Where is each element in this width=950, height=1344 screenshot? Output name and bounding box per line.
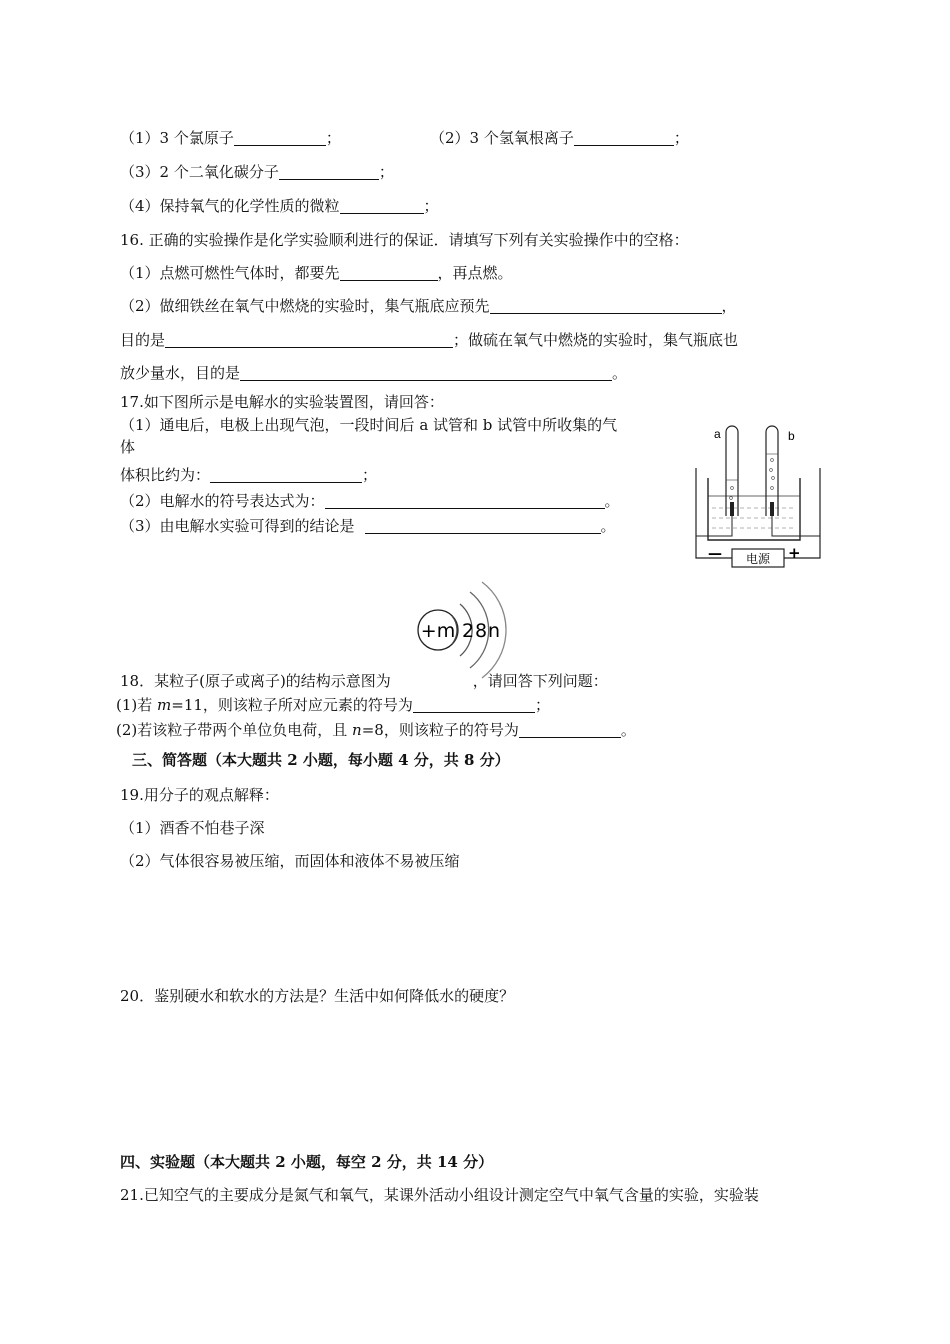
q16-part-1: （1）点燃可燃性气体时，都要先 ，再点燃。 — [120, 264, 513, 282]
q20-stem: 20．鉴别硬水和软水的方法是？生活中如何降低水的硬度？ — [120, 987, 515, 1005]
q17-part-1-line-3: 体积比约为： ； — [120, 466, 378, 484]
section-3-heading: 三、简答题（本大题共 2 小题，每小题 4 分，共 8 分） — [132, 751, 510, 769]
q19-stem: 19.用分子的观点解释： — [120, 786, 279, 804]
answer-blank[interactable] — [574, 130, 674, 146]
shell-3-electrons: n — [487, 620, 501, 642]
q19-part-1: （1）酒香不怕巷子深 — [120, 819, 265, 837]
q16-part-2-line-3: 放少量水，目的是 。 — [120, 364, 628, 382]
answer-blank[interactable] — [279, 164, 379, 180]
q18-part-2: (2)若该粒子带两个单位负电荷，且 n=8，则该粒子的符号为 。 — [116, 721, 636, 739]
q15-item-4: （4）保持氧气的化学性质的微粒 ； — [120, 197, 439, 215]
positive-terminal-label: + — [788, 544, 801, 562]
q16-stem: 16. 正确的实验操作是化学实验顺利进行的保证．请填写下列有关实验操作中的空格： — [120, 231, 689, 249]
q18-stem: 18．某粒子(原子或离子)的结构示意图为 ，请回答下列问题： — [120, 672, 608, 690]
q15-item-3: （3）2 个二氧化碳分子 ； — [120, 163, 394, 181]
answer-blank[interactable] — [325, 493, 605, 509]
answer-blank[interactable] — [240, 365, 612, 381]
q17-part-1-line-1: （1）通电后，电极上出现气泡，一段时间后 a 试管和 b 试管中所收集的气 — [120, 416, 618, 434]
answer-blank[interactable] — [210, 467, 362, 483]
answer-blank[interactable] — [234, 130, 326, 146]
answer-blank[interactable] — [365, 518, 601, 534]
shell-1-electrons: 2 — [461, 620, 475, 642]
q17-part-3: （3）由电解水实验可得到的结论是 。 — [120, 517, 616, 535]
negative-terminal-label: — — [708, 546, 722, 562]
answer-blank[interactable] — [340, 198, 424, 214]
q15-item-2: （2）3 个氢氧根离子 ； — [430, 129, 689, 147]
answer-blank[interactable] — [519, 722, 621, 738]
q18-part-1: (1)若 m=11，则该粒子所对应元素的符号为 ； — [116, 696, 550, 714]
answer-blank[interactable] — [490, 298, 722, 314]
q15-item-1: （1）3 个氯原子 ； — [120, 129, 341, 147]
q17-part-2: （2）电解水的符号表达式为： 。 — [120, 492, 620, 510]
nucleus-charge-label: +m — [420, 620, 456, 642]
section-4-heading: 四、实验题（本大题共 2 小题，每空 2 分，共 14 分） — [120, 1153, 494, 1171]
power-supply-label: 电源 — [745, 552, 771, 566]
q17-part-1-line-2: 体 — [120, 438, 136, 456]
q19-part-2: （2）气体很容易被压缩，而固体和液体不易被压缩 — [120, 852, 460, 870]
q16-part-2-line-2: 目的是 ；做硫在氧气中燃烧的实验时，集气瓶底也 — [120, 331, 739, 349]
shell-2-electrons: 8 — [474, 620, 488, 642]
tube-b-label: b — [788, 429, 795, 443]
answer-blank[interactable] — [165, 332, 453, 348]
answer-blank[interactable] — [413, 697, 535, 713]
q16-part-2-line-1: （2）做细铁丝在氧气中燃烧的实验时，集气瓶底应预先 ， — [120, 297, 737, 315]
q17-stem: 17.如下图所示是电解水的实验装置图，请回答： — [120, 393, 444, 411]
electrolysis-apparatus-figure — [688, 418, 828, 570]
answer-blank[interactable] — [340, 265, 438, 281]
q21-stem: 21.已知空气的主要成分是氮气和氧气，某课外活动小组设计测定空气中氧气含量的实验，实验装 — [120, 1186, 759, 1204]
tube-a-label: a — [714, 427, 721, 441]
